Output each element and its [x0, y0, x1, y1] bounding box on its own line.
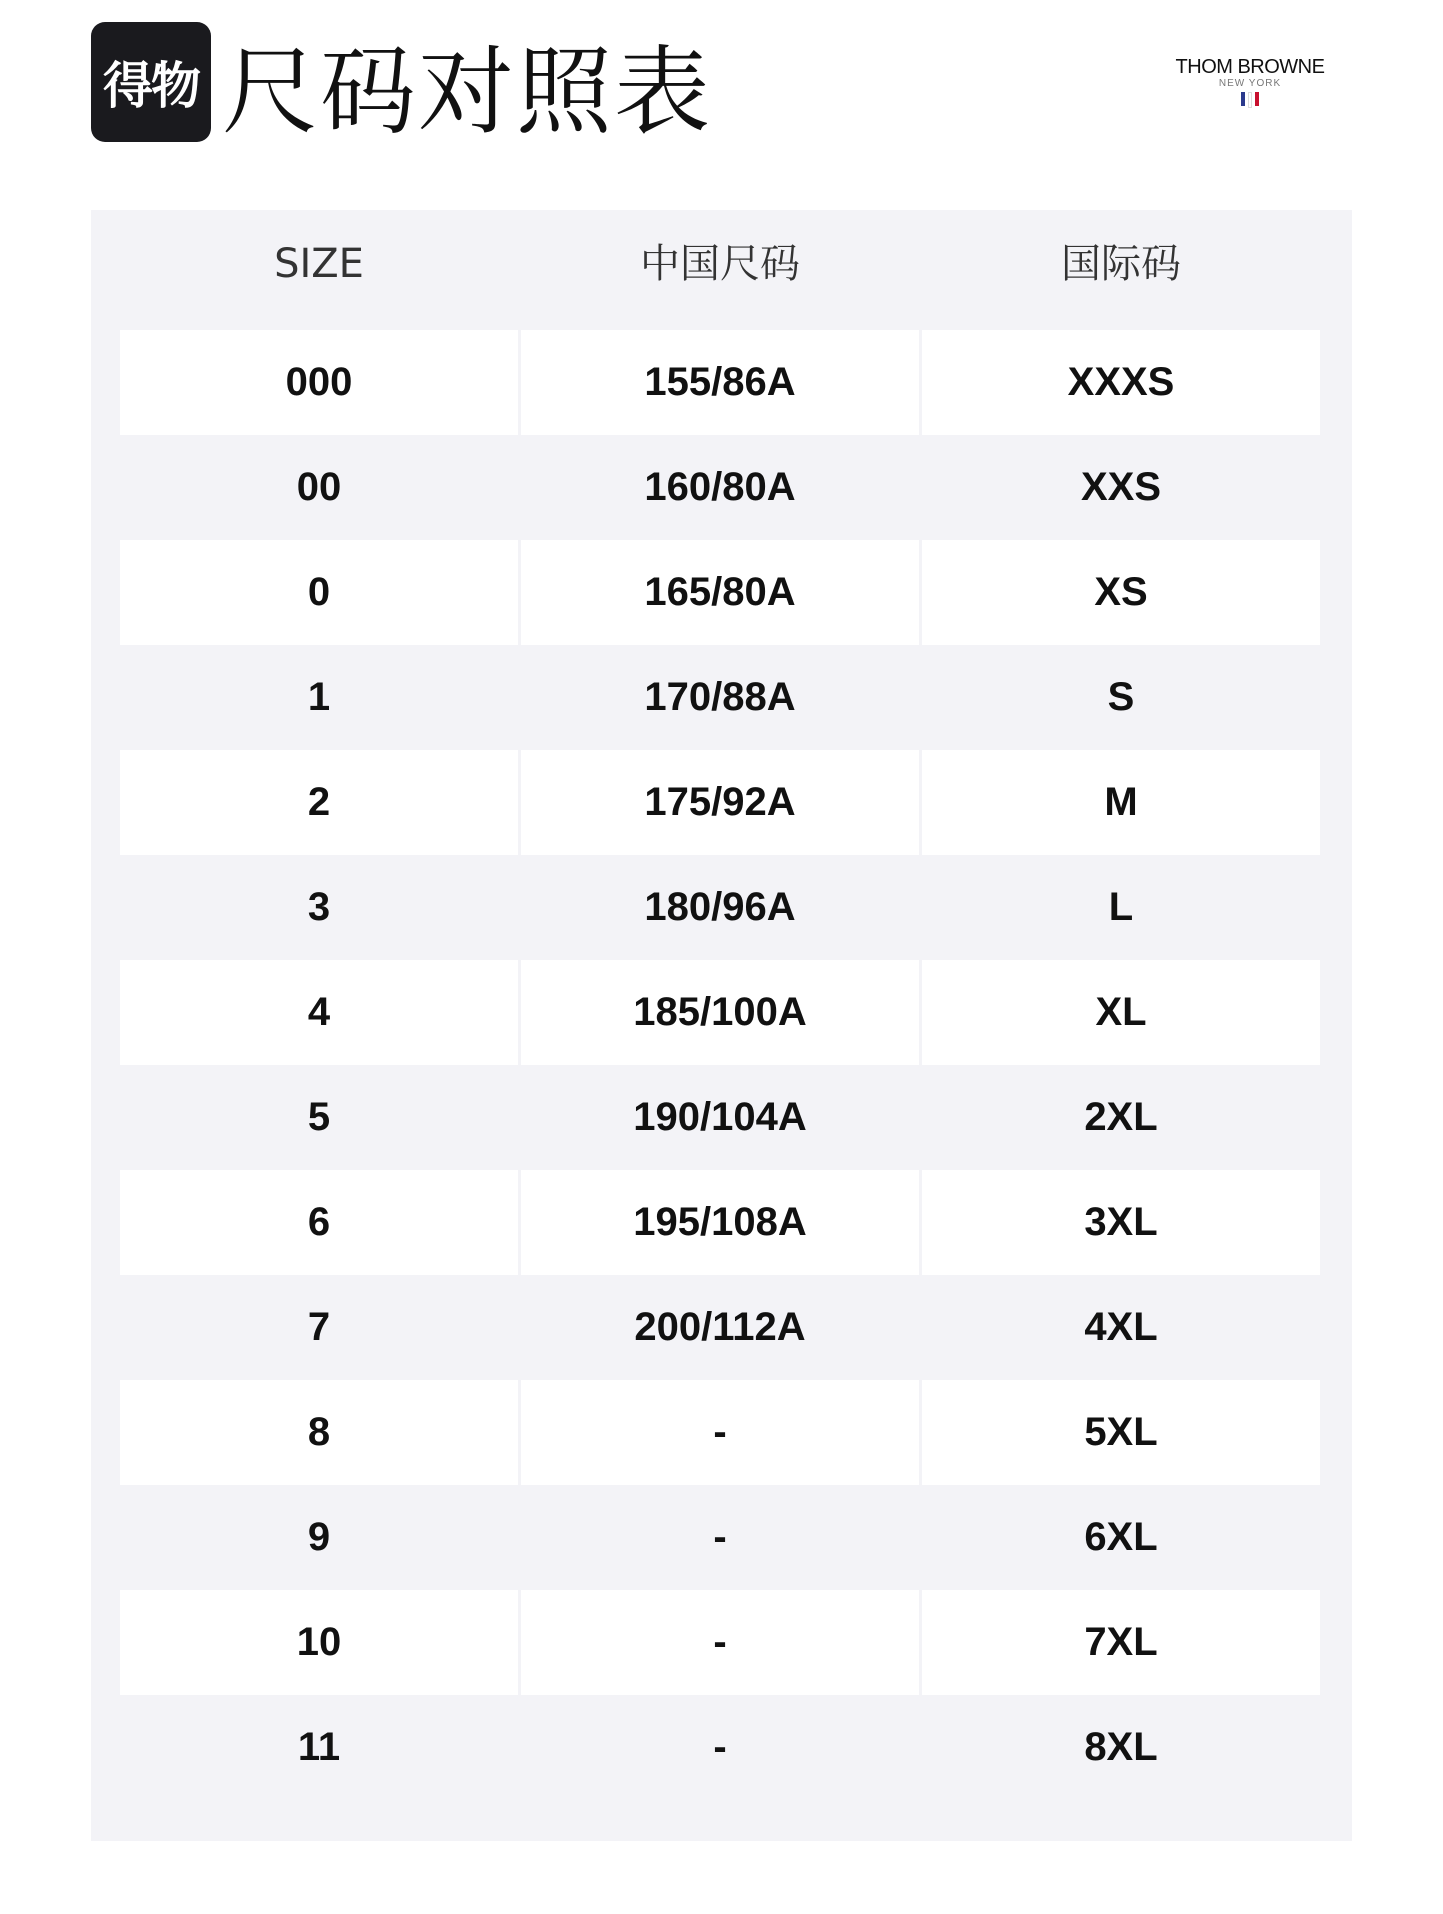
size-cell: 00 [296, 465, 342, 509]
intl-size-cell: 7XL [922, 1590, 1320, 1695]
size-cell: 10 [120, 1590, 518, 1695]
china-size-cell: 155/86A [521, 330, 919, 435]
size-cell: 4 [120, 960, 518, 1065]
size-cell: 8 [120, 1380, 518, 1485]
table-row [120, 1275, 1320, 1380]
size-cell: 5 [307, 1095, 331, 1139]
china-size-cell: - [713, 1515, 727, 1559]
dewu-logo [91, 22, 211, 142]
size-cell: 0 [120, 540, 518, 645]
brand-name: THOM BROWNE [1175, 56, 1325, 78]
brand-subtitle: NEW YORK [1218, 78, 1282, 89]
table-row [120, 435, 1320, 540]
china-size-cell: - [521, 1590, 919, 1695]
intl-size-cell: 3XL [922, 1170, 1320, 1275]
brand-logo [1170, 56, 1330, 108]
size-cell: 9 [307, 1515, 331, 1559]
column-header-intl-size: 国际码 [1061, 241, 1181, 287]
china-size-cell: 190/104A [633, 1095, 807, 1139]
table-row [120, 1590, 1320, 1695]
table-header [91, 210, 1352, 330]
intl-size-cell: XXS [1080, 465, 1162, 509]
china-size-cell: 175/92A [521, 750, 919, 855]
table-row [120, 1170, 1320, 1275]
flag-stripe-red [1255, 92, 1259, 106]
flag-stripe-blue [1241, 92, 1245, 106]
size-cell: 1 [307, 675, 331, 719]
china-size-cell: - [713, 1725, 727, 1769]
intl-size-cell: 4XL [1084, 1305, 1158, 1349]
china-size-cell: 165/80A [521, 540, 919, 645]
china-size-cell: 200/112A [634, 1305, 806, 1349]
intl-size-cell: L [1108, 885, 1134, 929]
intl-size-cell: M [922, 750, 1320, 855]
china-size-cell: 160/80A [644, 465, 796, 509]
table-row [120, 750, 1320, 855]
china-size-cell: - [521, 1380, 919, 1485]
size-cell: 6 [120, 1170, 518, 1275]
table-row [120, 540, 1320, 645]
table-row [120, 330, 1320, 435]
china-size-cell: 180/96A [644, 885, 796, 929]
column-header-size: SIZE [274, 241, 364, 287]
page-title: 尺码对照表 [222, 36, 712, 148]
table-row [120, 645, 1320, 750]
china-size-cell: 195/108A [521, 1170, 919, 1275]
size-cell: 11 [297, 1725, 341, 1769]
intl-size-cell: 2XL [1084, 1095, 1158, 1139]
size-cell: 3 [307, 885, 331, 929]
table-row [120, 855, 1320, 960]
table-row [120, 1065, 1320, 1170]
size-table [91, 210, 1352, 1841]
flag-stripes-icon [1170, 92, 1330, 108]
size-cell: 000 [120, 330, 518, 435]
intl-size-cell: S [1107, 675, 1135, 719]
intl-size-cell: 8XL [1084, 1725, 1158, 1769]
intl-size-cell: XL [922, 960, 1320, 1065]
table-row [120, 1695, 1320, 1800]
intl-size-cell: XXXS [922, 330, 1320, 435]
intl-size-cell: 6XL [1084, 1515, 1158, 1559]
table-row [120, 1380, 1320, 1485]
china-size-cell: 185/100A [521, 960, 919, 1065]
flag-stripe-white [1248, 92, 1252, 108]
size-cell: 2 [120, 750, 518, 855]
china-size-cell: 170/88A [644, 675, 796, 719]
table-row [120, 1485, 1320, 1590]
table-row [120, 960, 1320, 1065]
intl-size-cell: XS [922, 540, 1320, 645]
logo-text: 得物 [103, 57, 199, 115]
size-cell: 7 [307, 1305, 331, 1349]
intl-size-cell: 5XL [922, 1380, 1320, 1485]
column-header-china-size: 中国尺码 [640, 241, 800, 287]
